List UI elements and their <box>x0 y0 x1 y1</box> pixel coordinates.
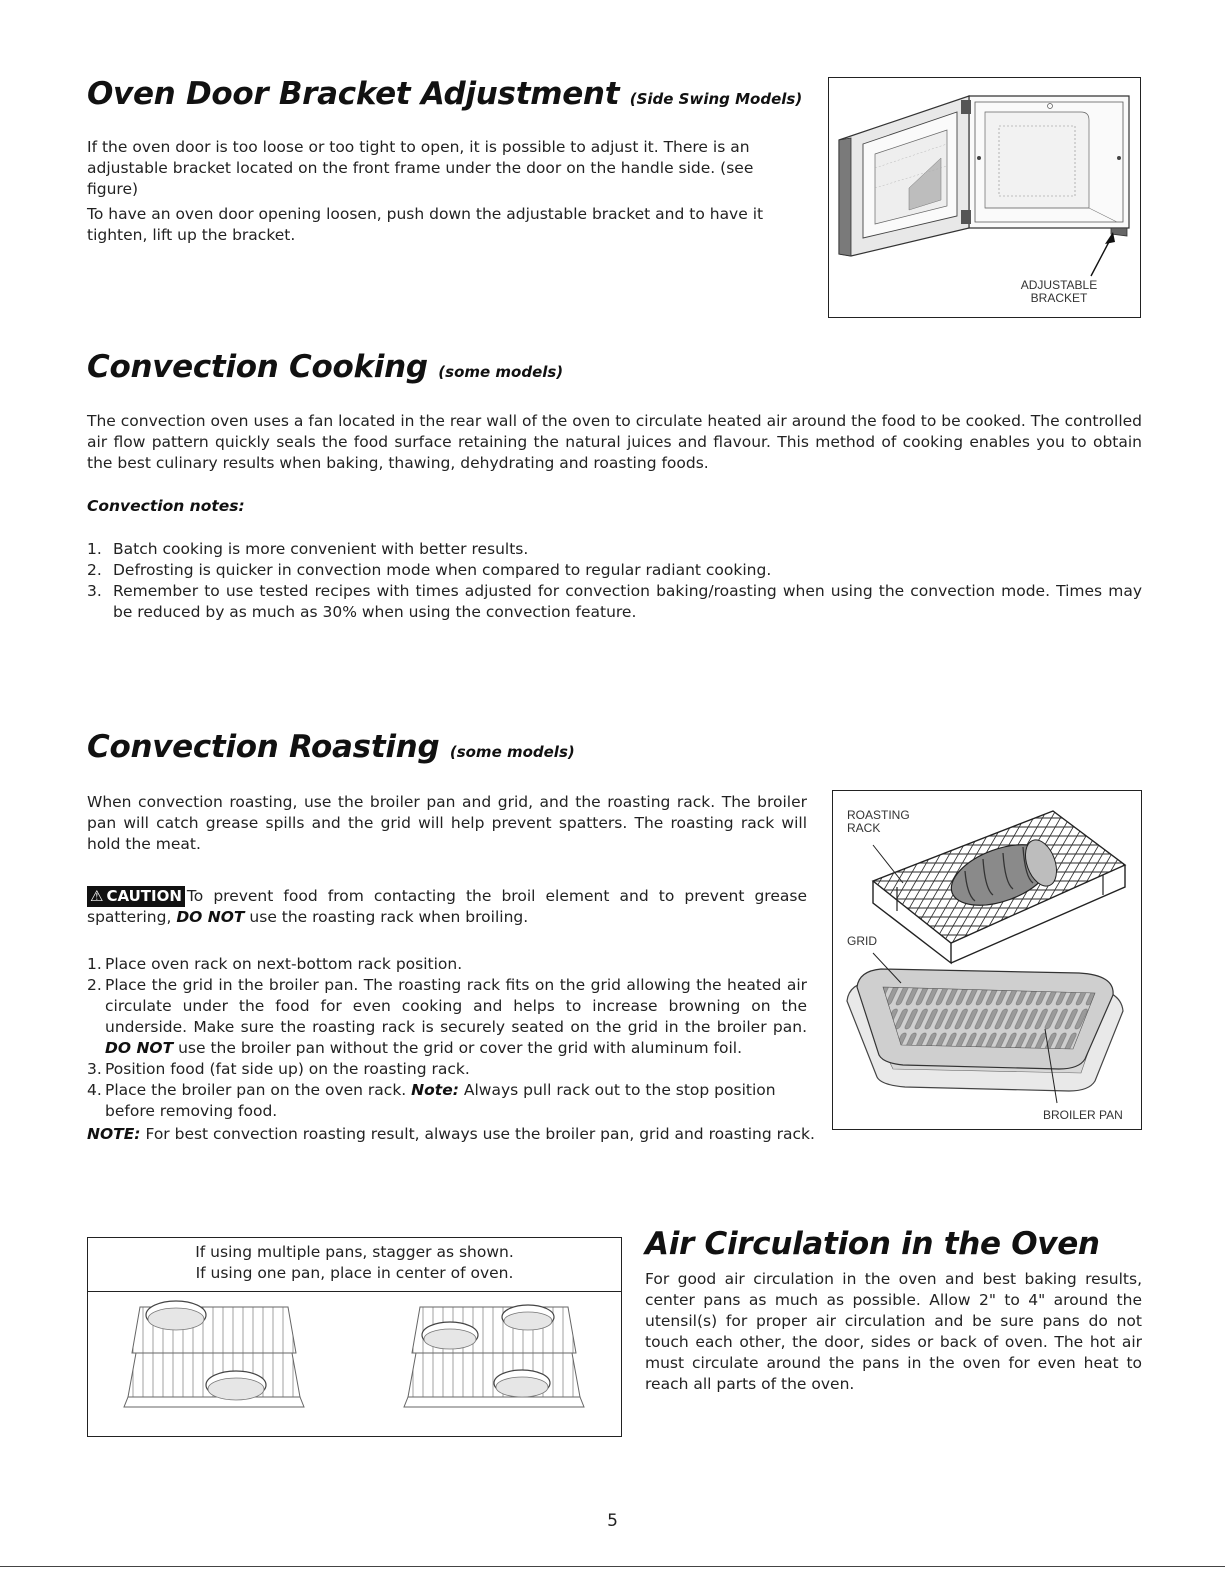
list-text: Remember to use tested recipes with times adjusted for convection baking/roasting when using the convection mode. Times may be reduced by as much as 30% when using the convection feature. <box>113 582 1142 621</box>
step-text: Place the grid in the broiler pan. The roasting rack fits on the grid allowing the heated air circulate under the food for even cooking and helps to increase browning on the underside. Make sure the roasting rack is securely seated on the grid in the broiler pan. <box>105 976 807 1036</box>
roasting-step-item <box>87 975 807 1059</box>
roasting-rack-label-line2: RACK <box>847 821 881 835</box>
bottom-divider <box>0 1566 1225 1567</box>
adjustable-bracket-label <box>999 279 1119 305</box>
page-number: 5 <box>607 1511 618 1531</box>
list-number: 2. <box>87 976 102 994</box>
convection-notes-heading: Convection notes: <box>87 497 245 515</box>
roasting-figure <box>832 790 1142 1130</box>
broiler-pan-label: BROILER PAN <box>1043 1108 1123 1122</box>
caution-badge <box>87 886 185 907</box>
air-circulation-title: Air Circulation in the Oven <box>645 1226 1100 1262</box>
door-section-para-1: If the oven door is too loose or too tight to open, it is possible to adjust it. There is an adjustable bracket located on the front frame under the door on the handle side. (see figure) <box>87 138 754 198</box>
final-note-text: For best convection roasting result, always use the broiler pan, grid and roasting rack. <box>145 1125 815 1143</box>
list-number: 3. <box>87 1060 102 1078</box>
left-rack-set <box>124 1301 304 1407</box>
caution-do-not: DO NOT <box>176 908 245 926</box>
roasting-step-item <box>87 954 807 975</box>
door-section-title-text: Oven Door Bracket Adjustment <box>87 76 620 112</box>
step-text: Place the broiler pan on the oven rack. <box>105 1081 407 1099</box>
roasting-final-note <box>87 1124 847 1145</box>
roasting-step-item <box>87 1080 807 1122</box>
step-do-not: DO NOT <box>105 1039 174 1057</box>
convection-cooking-title-note: (some models) <box>438 363 564 381</box>
convection-note-item <box>87 581 1142 623</box>
convection-roasting-para: When convection roasting, use the broiler pan and grid, and the roasting rack. The broiler pan will catch grease spills and the grid will help prevent spatters. The roasting rack will hold the meat. <box>87 793 807 853</box>
convection-roasting-title-note: (some models) <box>449 743 575 761</box>
caution-paragraph <box>87 886 807 928</box>
list-number: 1. <box>87 955 102 973</box>
oven-rack-pans-illustration <box>88 1293 620 1435</box>
broiler-pan-illustration <box>833 791 1139 1127</box>
convection-cooking-para: The convection oven uses a fan located in the rear wall of the oven to circulate heated air around the food to be cooked. The controlled air flow pattern quickly seals the food surface retaining the natural juices and flavour. This method of cooking enables you to obtain the best culinary results when baking, thawing, dehydrating and roasting foods. <box>87 412 1142 472</box>
convection-note-item <box>87 560 1142 581</box>
list-text: Batch cooking is more convenient with better results. <box>113 540 529 558</box>
step-text: Position food (fat side up) on the roasting rack. <box>105 1060 470 1078</box>
oven-open-door-illustration <box>829 78 1139 278</box>
list-number: 4. <box>87 1081 102 1099</box>
grid-label: GRID <box>847 934 877 948</box>
adjustable-bracket-label-line2: BRACKET <box>1030 291 1088 305</box>
step-note-label: Note: <box>411 1081 459 1099</box>
step-text: Always pull rack out to the stop position before removing food. <box>105 1081 776 1120</box>
step-text: use the broiler pan without the grid or cover the grid with aluminum foil. <box>178 1039 743 1057</box>
convection-roasting-title-text: Convection Roasting <box>87 729 440 765</box>
door-section-title-note: (Side Swing Models) <box>629 90 803 108</box>
roasting-rack-label <box>847 809 910 835</box>
roasting-rack-label-line1: ROASTING <box>847 808 910 822</box>
door-section-para-2: To have an oven door opening loosen, push down the adjustable bracket and to have it tighten, lift up the bracket. <box>87 205 764 244</box>
caution-badge-text: CAUTION <box>106 887 182 905</box>
list-text: Defrosting is quicker in convection mode when compared to regular radiant cooking. <box>113 561 772 579</box>
final-note-label: NOTE: <box>87 1125 141 1143</box>
convection-cooking-title-text: Convection Cooking <box>87 349 428 385</box>
pan-caption-line1: If using multiple pans, stagger as shown. <box>195 1243 514 1261</box>
list-number: 3. <box>87 582 102 600</box>
step-text: Place oven rack on next-bottom rack position. <box>105 955 463 973</box>
list-number: 1. <box>87 540 102 558</box>
caution-text-2: use the roasting rack when broiling. <box>249 908 529 926</box>
door-section-title <box>87 76 802 112</box>
caution-text-1: To prevent food from contacting the broil element and to prevent grease spattering, <box>87 887 807 926</box>
convection-note-item <box>87 539 1142 560</box>
pan-placement-caption <box>88 1238 621 1292</box>
right-rack-set <box>404 1305 584 1407</box>
pan-placement-figure <box>87 1237 622 1437</box>
warning-icon: ⚠ <box>90 887 104 905</box>
adjustable-bracket-label-line1: ADJUSTABLE <box>1020 278 1098 292</box>
convection-notes-list <box>87 539 1142 623</box>
roasting-steps-list <box>87 954 807 1122</box>
pan-caption-line2: If using one pan, place in center of oven. <box>195 1264 514 1282</box>
door-bracket-figure <box>828 77 1141 318</box>
roasting-step-item <box>87 1059 807 1080</box>
air-circulation-para: For good air circulation in the oven and best baking results, center pans as much as possible. Allow 2" to 4" around the utensil(s) for proper air circulation and be sure pans do not touch each other, the door, sides or back of oven. The hot air must circulate around the pans in the oven for even heat to reach all parts of the oven. <box>645 1270 1142 1393</box>
convection-roasting-title <box>87 729 575 765</box>
list-number: 2. <box>87 561 102 579</box>
convection-cooking-title <box>87 349 563 385</box>
